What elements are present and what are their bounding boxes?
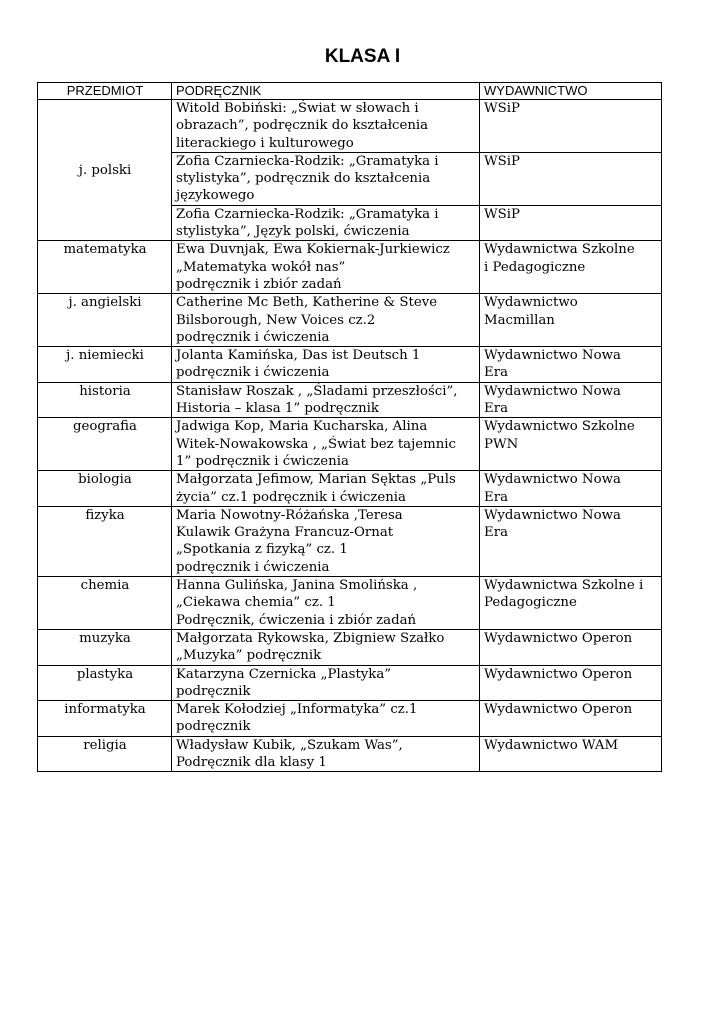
table-row: [38, 506, 662, 576]
table-row: [38, 701, 662, 737]
textbook-cell: Zofia Czarniecka-Rodzik: „Gramatyka i stylistyka”, podręcznik do kształcenia językowego: [172, 152, 480, 205]
table-row: [38, 347, 662, 383]
table-row: [38, 418, 662, 471]
table-row: [38, 241, 662, 294]
publisher-cell: Wydawnictwo Nowa Era: [480, 347, 662, 383]
textbook-cell: Władysław Kubik, „Szukam Was”, Podręcznik dla klasy 1: [172, 736, 480, 772]
publisher-cell: WSiP: [480, 100, 662, 153]
publisher-cell: Wydawnictwo Nowa Era: [480, 506, 662, 576]
textbook-cell: Małgorzata Rykowska, Zbigniew Szałko „Muzyka” podręcznik: [172, 629, 480, 665]
subject-cell: geografia: [38, 418, 172, 471]
subject-cell: religia: [38, 736, 172, 772]
header-publisher: WYDAWNICTWO: [480, 83, 662, 100]
textbook-cell: Katarzyna Czernicka „Plastyka” podręcznik: [172, 665, 480, 701]
publisher-cell: WSiP: [480, 205, 662, 241]
textbook-cell: Catherine Mc Beth, Katherine & Steve Bilsborough, New Voices cz.2 podręcznik i ćwiczenia: [172, 294, 480, 347]
publisher-cell: Wydawnictwo Nowa Era: [480, 382, 662, 418]
subject-cell: biologia: [38, 471, 172, 507]
publisher-cell: Wydawnictwo Macmillan: [480, 294, 662, 347]
table-row: [38, 100, 662, 153]
textbook-cell: Hanna Gulińska, Janina Smolińska , „Ciekawa chemia” cz. 1 Podręcznik, ćwiczenia i zbiór zadań: [172, 577, 480, 630]
textbook-cell: Maria Nowotny-Różańska ,Teresa Kulawik Grażyna Francuz-Ornat „Spotkania z fizyką” cz. 1 podręcznik i ćwiczenia: [172, 506, 480, 576]
subject-cell: plastyka: [38, 665, 172, 701]
subject-cell: j. angielski: [38, 294, 172, 347]
header-subject: PRZEDMIOT: [38, 83, 172, 100]
publisher-cell: Wydawnictwo Szkolne PWN: [480, 418, 662, 471]
table-row: [38, 294, 662, 347]
table-row: [38, 577, 662, 630]
table-row: [38, 665, 662, 701]
textbook-cell: Jolanta Kamińska, Das ist Deutsch 1 podręcznik i ćwiczenia: [172, 347, 480, 383]
table-row: [38, 471, 662, 507]
publisher-cell: Wydawnictwa Szkolne i Pedagogiczne: [480, 577, 662, 630]
subject-cell: historia: [38, 382, 172, 418]
textbook-cell: Stanisław Roszak , „Śladami przeszłości”, Historia – klasa 1” podręcznik: [172, 382, 480, 418]
publisher-cell: Wydawnictwo Operon: [480, 629, 662, 665]
textbook-cell: Zofia Czarniecka-Rodzik: „Gramatyka i stylistyka”, Język polski, ćwiczenia: [172, 205, 480, 241]
table-header-row: [38, 83, 662, 100]
subject-cell: j. niemiecki: [38, 347, 172, 383]
textbook-table: [37, 82, 662, 772]
table-row: [38, 629, 662, 665]
subject-cell: chemia: [38, 577, 172, 630]
publisher-cell: Wydawnictwo Operon: [480, 665, 662, 701]
textbook-cell: Witold Bobiński: „Świat w słowach i obrazach”, podręcznik do kształcenia literackiego i kulturowego: [172, 100, 480, 153]
subject-cell: muzyka: [38, 629, 172, 665]
publisher-cell: Wydawnictwo WAM: [480, 736, 662, 772]
textbook-cell: Małgorzata Jefimow, Marian Sęktas „Puls życia” cz.1 podręcznik i ćwiczenia: [172, 471, 480, 507]
textbook-cell: Jadwiga Kop, Maria Kucharska, Alina Witek-Nowakowska , „Świat bez tajemnic 1” podręcznik i ćwiczenia: [172, 418, 480, 471]
subject-cell: informatyka: [38, 701, 172, 737]
header-textbook: PODRĘCZNIK: [172, 83, 480, 100]
table-row: [38, 382, 662, 418]
publisher-cell: Wydawnictwo Nowa Era: [480, 471, 662, 507]
subject-cell: fizyka: [38, 506, 172, 576]
publisher-cell: WSiP: [480, 152, 662, 205]
subject-cell: j. polski: [38, 100, 172, 241]
textbook-cell: Ewa Duvnjak, Ewa Kokiernak-Jurkiewicz „Matematyka wokół nas” podręcznik i zbiór zadań: [172, 241, 480, 294]
publisher-cell: Wydawnictwa Szkolne i Pedagogiczne: [480, 241, 662, 294]
textbook-cell: Marek Kołodziej „Informatyka” cz.1 podręcznik: [172, 701, 480, 737]
table-row: [38, 736, 662, 772]
page-title: KLASA I: [324, 46, 401, 67]
subject-cell: matematyka: [38, 241, 172, 294]
publisher-cell: Wydawnictwo Operon: [480, 701, 662, 737]
